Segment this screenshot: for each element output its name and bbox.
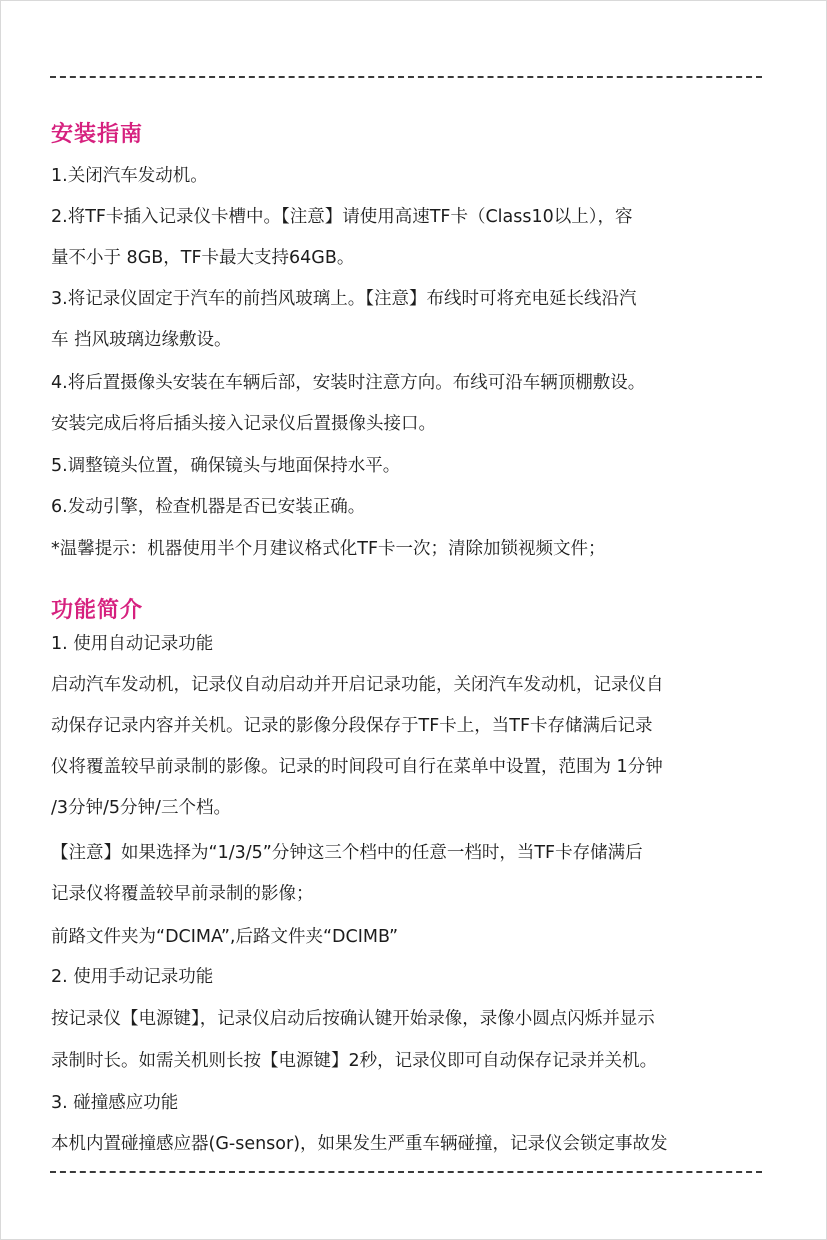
text-line: 2.将TF卡插入记录仪卡槽中。【注意】请使用高速TF卡（Class10以上），容 (51, 207, 633, 227)
text-line: /3分钟/5分钟/三个档。 (51, 798, 231, 818)
text-line: 5.调整镜头位置，确保镜头与地面保持水平。 (51, 456, 401, 476)
text-line: 录制时长。如需关机则长按【电源键】2秒，记录仪即可自动保存记录并关机。 (51, 1051, 658, 1071)
text-line: 本机内置碰撞感应器(G-sensor)，如果发生严重车辆碰撞，记录仪会锁定事故发 (51, 1134, 668, 1154)
text-line: 启动汽车发动机，记录仪自动启动并开启记录功能，关闭汽车发动机，记录仪自 (51, 675, 664, 695)
text-line: 6.发动引擎，检查机器是否已安装正确。 (51, 497, 366, 517)
text-line: 3.将记录仪固定于汽车的前挡风玻璃上。【注意】布线时可将充电延长线沿汽 (51, 289, 637, 309)
text-line: 车 挡风玻璃边缘敷设。 (51, 330, 232, 350)
text-line: 前路文件夹为“DCIMA”,后路文件夹“DCIMB” (51, 927, 399, 947)
text-line: 动保存记录内容并关机。记录的影像分段保存于TF卡上，当TF卡存储满后记录 (51, 716, 653, 736)
text-line: 按记录仪【电源键】，记录仪启动后按确认键开始录像，录像小圆点闪烁并显示 (51, 1009, 655, 1029)
text-line: 2. 使用手动记录功能 (51, 967, 214, 987)
text-line: 4.将后置摄像头安装在车辆后部，安装时注意方向。布线可沿车辆顶棚敷设。 (51, 373, 646, 393)
text-line: 安装完成后将后插头接入记录仪后置摄像头接口。 (51, 414, 436, 434)
top-dashed-divider (50, 76, 762, 78)
text-line: 仪将覆盖较早前录制的影像。记录的时间段可自行在菜单中设置，范围为 1分钟 (51, 757, 663, 777)
text-line: 量不小于 8GB，TF卡最大支持64GB。 (51, 248, 355, 268)
text-line: 1. 使用自动记录功能 (51, 634, 214, 654)
text-line: 记录仪将覆盖较早前录制的影像； (51, 884, 314, 904)
section-heading-features: 功能简介 (51, 598, 144, 623)
section-heading-installation: 安装指南 (51, 122, 144, 147)
tip-line: *温馨提示：机器使用半个月建议格式化TF卡一次；清除加锁视频文件； (51, 539, 606, 559)
text-line: 【注意】如果选择为“1/3/5”分钟这三个档中的任意一档时，当TF卡存储满后 (51, 843, 643, 863)
bottom-dashed-divider (50, 1171, 762, 1173)
text-line: 1.关闭汽车发动机。 (51, 166, 208, 186)
text-line: 3. 碰撞感应功能 (51, 1093, 179, 1113)
